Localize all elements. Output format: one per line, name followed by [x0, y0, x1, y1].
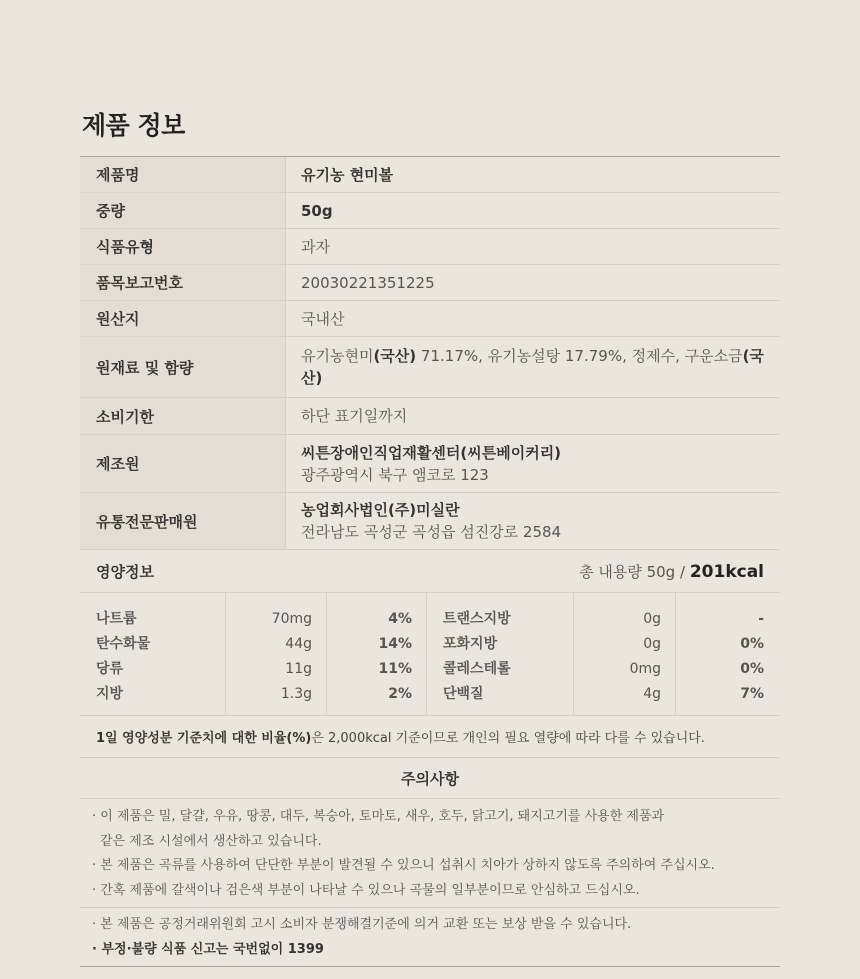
row-value: 국내산 [301, 309, 345, 328]
page-title: 제품 정보 [82, 111, 185, 140]
nutrient-percent-col-2: - 0% 0% 7% [740, 611, 764, 702]
nutrient-percent-col: 4% 14% 11% 2% [327, 593, 427, 715]
caution-item: · 이 제품은 밀, 달걀, 우유, 땅콩, 대두, 복숭아, 토마토, 새우, 호두, 닭고기, 돼지고기를 사용한 제품과 [92, 809, 665, 824]
caution-item: · 간혹 제품에 갈색이나 검은색 부분이 나타날 수 있으나 곡물의 일부분이므로 안심하고 드십시오. [92, 882, 640, 898]
caution-list-2 [80, 908, 780, 967]
nutrient-name-col-2: 트랜스지방 포화지방 콜레스테롤 단백질 [427, 593, 574, 715]
row-ingredients [80, 337, 780, 398]
nutrient-amount-col-2: 0g 0g 0mg 4g [574, 593, 676, 715]
row-label: 제조원 [80, 435, 286, 492]
row-report-number [80, 265, 780, 301]
caution-item: 같은 제조 시설에서 생산하고 있습니다. [100, 833, 322, 849]
caution-item: · 본 제품은 곡류를 사용하여 단단한 부분이 발견될 수 있으니 섭취시 치아가 상하지 않도록 주의하여 주십시오. [92, 858, 715, 873]
nutrition-total: 총 내용량 50g / 201kcal [579, 561, 764, 582]
row-value: 하단 표기일까지 [301, 407, 408, 425]
nutrient-name-col: 나트륨 탄수화물 당류 지방 [80, 593, 226, 715]
report-hotline: · 부정·불량 식품 신고는 국번없이 1399 [92, 941, 324, 957]
nutrient-amount-col: 70mg 44g 11g 1.3g [226, 593, 327, 715]
row-value: 50g [301, 201, 333, 220]
row-value: 20030221351225 [301, 273, 435, 292]
row-value: 과자 [301, 237, 330, 256]
row-value: 유기농현미(국산) 71.17%, 유기농설탕 17.79%, 정제수, 구운소금(국산) [301, 347, 764, 387]
row-label: 소비기한 [80, 398, 286, 434]
row-value: 농업회사법인(주)미실란 전라남도 곡성군 곡성읍 섬진강로 2584 [301, 501, 562, 541]
row-expiry [80, 398, 780, 435]
row-origin [80, 301, 780, 337]
row-distributor [80, 493, 780, 550]
nutrition-header [80, 550, 780, 593]
nutrition-title: 영양정보 [96, 562, 154, 581]
row-label: 식품유형 [80, 229, 286, 264]
row-label: 품목보고번호 [80, 265, 286, 300]
row-manufacturer [80, 435, 780, 493]
row-value: 씨튼장애인직업재활센터(씨튼베이커리) 광주광역시 북구 앰코로 123 [301, 443, 562, 484]
caution-title: 주의사항 [80, 758, 780, 799]
row-label: 원산지 [80, 301, 286, 336]
row-label: 제품명 [80, 157, 286, 192]
caution-list [80, 799, 780, 908]
caution-item: · 본 제품은 공정거래위원회 고시 소비자 분쟁해결기준에 의거 교환 또는 보상 받을 수 있습니다. [92, 917, 632, 932]
product-info-table [80, 156, 780, 967]
row-product-name [80, 157, 780, 193]
row-label: 원재료 및 함량 [80, 337, 286, 397]
row-value: 유기농 현미볼 [301, 165, 394, 184]
row-label: 중량 [80, 193, 286, 228]
row-food-type [80, 229, 780, 265]
nutrition-table [80, 593, 780, 716]
row-weight [80, 193, 780, 229]
row-label: 유통전문판매원 [80, 493, 286, 549]
nutrition-note: 1일 영양성분 기준치에 대한 비율(%)은 2,000kcal 기준이므로 개인의 필요 열량에 따라 다를 수 있습니다. [80, 716, 780, 758]
